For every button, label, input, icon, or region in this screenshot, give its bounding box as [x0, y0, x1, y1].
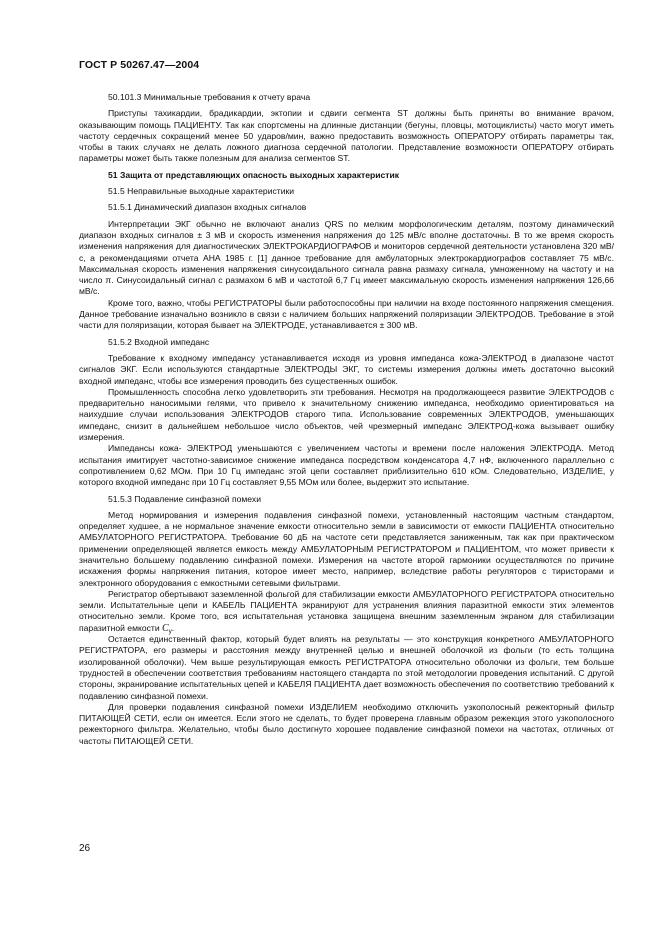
- paragraph: Требование к входному импедансу устанавливается исходя из уровня импеданса кожа-ЭЛЕКТРОД в диапазоне частот сигналов ЭКГ. Если используются стандартные ЭЛЕКТРОДЫ ЭКГ, то системы измерения должны иметь достаточно высокий входной импеданс, чтобы все измерения проводить без существенных ошибок.: [79, 352, 614, 386]
- section-51-heading: 51 Защита от представляющих опасность выходных характеристик: [108, 169, 400, 180]
- page-content: [79, 92, 614, 747]
- paragraph: Остается единственный фактор, который будет влиять на результаты — это конструкция конкретного АМБУЛАТОРНОГО РЕГИСТРАТОРА, его размеры и расстояния между внутренней целью и внешней оболочкой из фольги (то есть толщина изолированной оболочки). Чем выше результирующая емкость РЕГИСТРАТОРА относительно оболочки из фольги, тем больше трудностей в обеспечении соответствия требованиям настоящего стандарта по этой методологии проведения испытаний. С другой стороны, экранирование испытательных цепей и КАБЕЛЯ ПАЦИЕНТА дает возможность обеспечения по соответствию требований к подавлению синфазной помехи.: [79, 634, 614, 701]
- paragraph: [79, 589, 614, 634]
- paragraph: Метод нормирования и измерения подавления синфазной помехи, установленный настоящим частным стандартом, определяет худшее, а не нормальное значение емкости относительно земли в зависимости от емкости ПАЦИЕНТА относительно АМБУЛАТОРНОГО РЕГИСТРАТОРА. Требование 60 дБ на частоте сети представляется заниженным, так как при практическом применении определяющей является емкость между АМБУЛАТОРНЫМ РЕГИСТРАТОРОМ и ПАЦИЕНТОМ, что может привести к значительно большему подавлению синфазной помехи. Измерения на частоте второй гармоники осуществляются по причине искажения формы напряжения питания, которое имеет место, например, вследствие работы регуляторов с тиристорами и электронного оборудования с емкостными сетевыми фильтрами.: [79, 509, 614, 588]
- paragraph-text: Регистратор обертывают заземленной фольгой для стабилизации емкости АМБУЛАТОРНОГО РЕГИСТРАТОРА относительно земли. Испытательные цепи и КАБЕЛЬ ПАЦИЕНТА экранируют для устранения влияния паразитной емкости этих элементов относительно земли. Кроме того, вся испытательная установка защищена внешним заземленным экраном для стабилизации паразитной емкости: [79, 588, 614, 633]
- capacitance-symbol: C: [162, 622, 169, 634]
- paragraph: Интерпретации ЭКГ обычно не включают анализ QRS по мелким морфологическим деталям, поэтому динамический диапазон входных сигналов ± 3 мВ и скорость изменения напряжения до 125 мВ/с вполне достаточны. В то же время скорость изменения напряжения для диагностических ЭЛЕКТРОКАРДИОГРАФОВ и мониторов сердечной деятельности установлена 320 мВ/с, а рекомендациями отчета АНА 1985 г. [1] данное требование для амбулаторных электрокардиографов составляет 75 мВ/с. Максимальная скорость изменения напряжения синусоидального сигнала равна размаху сигнала, умноженному на частоту и на число π. Синусоидальный сигнал с размахом 6 мВ и частотой 6,7 Гц имеет максимальную скорость изменения напряжения 126,66 мВ/с.: [79, 218, 614, 297]
- paragraph-end: .: [171, 622, 175, 633]
- section-51-5-heading: 51.5 Неправильные выходные характеристики: [108, 186, 295, 197]
- section-51-5-1-heading: 51.5.1 Динамический диапазон входных сигналов: [108, 202, 307, 213]
- paragraph: Приступы тахикардии, брадикардии, эктопии и сдвиги сегмента ST должны быть приняты во внимание врачом, оказывающим помощь ПАЦИЕНТУ. Так как спортсмены на длинные дистанции (бегуны, пловцы, мотоциклисты) часто могут иметь частоту сердечных сокращений менее 50 ударов/мин, важно предоставить возможность ОПЕРАТОРУ отбирать параметры так, чтобы в таких случаях не делать ложного диагноза сердечной патологии. Представление возможности ОПЕРАТОРУ отбирать параметры может быть также полезным для анализа сегментов ST.: [79, 108, 614, 164]
- section-50-101-3-heading: 50.101.3 Минимальные требования к отчету врача: [108, 92, 311, 102]
- document-header: ГОСТ Р 50267.47—2004: [79, 59, 200, 71]
- section-51-5-2-heading: 51.5.2 Входной импеданс: [108, 336, 210, 347]
- capacitance-subscript: y: [168, 628, 172, 635]
- paragraph: Импедансы кожа- ЭЛЕКТРОД уменьшаются с увеличением частоты и времени после наложения ЭЛЕКТРОДА. Метод испытания имитирует частотно-зависимое снижение импеданса посредством конденсатора 4,7 нФ, включенного параллельно с сопротивлением 0,62 МОм. При 10 Гц импеданс этой цепи составляет приблизительно 610 кОм. Следовательно, ИЗДЕЛИЕ, у которого входной импеданс при 10 Гц составляет 9,55 МОм или более, выдержит это испытание.: [79, 443, 614, 488]
- page-number: 26: [79, 843, 91, 854]
- paragraph: Для проверки подавления синфазной помехи ИЗДЕЛИЕМ необходимо отключить узкополосный режекторный фильтр ПИТАЮЩЕЙ СЕТИ, если он имеется. Если этого не сделать, то будет проверена главным образом режекция этого узкополосного режекторного фильтра. Желательно, чтобы было достигнуто хорошее подавление синфазной помехи на частотах, отличных от частоты ПИТАЮЩЕЙ СЕТИ.: [79, 701, 614, 746]
- paragraph: Промышленность способна легко удовлетворить эти требования. Несмотря на продолжающееся развитие ЭЛЕКТРОДОВ с предварительно наносимыми гелями, что привело к значительному снижению импеданса, необходимо ориентироваться на наихудшие случаи использования ЭЛЕКТРОДОВ старого типа. Использование современных ЭЛЕКТРОДОВ, уменьшающих импеданс, снизит в дальнейшем небольшое число объектов, чей чрезмерный импеданс ЭЛЕКТРОД-кожа вызывает ошибку измерения.: [79, 386, 614, 443]
- section-51-5-3-heading: 51.5.3 Подавление синфазной помехи: [108, 493, 261, 504]
- paragraph: Кроме того, важно, чтобы РЕГИСТРАТОРЫ были работоспособны при наличии на входе постоянного напряжения смещения. Данное требование изначально возникло в связи с наличием больших напряжений поляризации ЭЛЕКТРОДОВ. Требование в этой части для поляризации, которая бывает на ЭЛЕКТРОДЕ, устанавливается ± 300 мВ.: [79, 297, 614, 331]
